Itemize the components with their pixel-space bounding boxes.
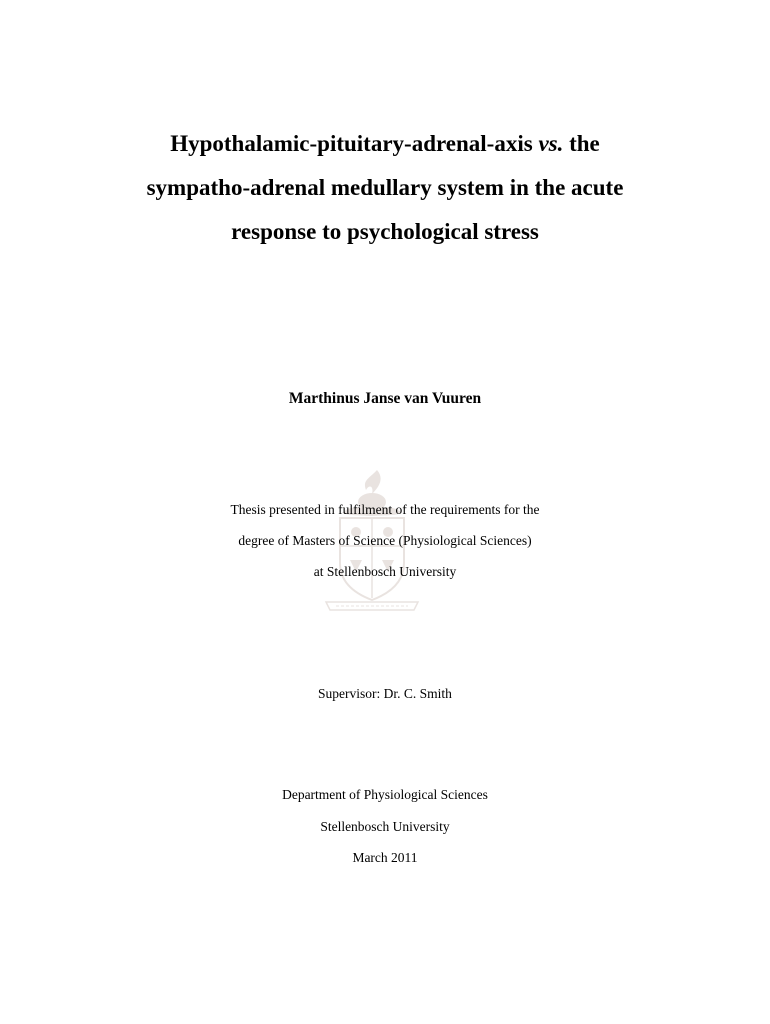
- submission-date: March 2011: [352, 850, 418, 865]
- thesis-line-2: degree of Masters of Science (Physiological Sciences): [238, 533, 532, 548]
- author-name: Marthinus Janse van Vuuren: [288, 390, 482, 407]
- title-line-2: sympatho-adrenal medullary system in the acute: [146, 175, 624, 200]
- title-line-1: Hypothalamic-pituitary-adrenal-axis vs. the: [170, 131, 600, 156]
- thesis-line-3: at Stellenbosch University: [313, 564, 457, 579]
- thesis-title: [0, 122, 770, 254]
- title-line-3: response to psychological stress: [231, 219, 539, 244]
- thesis-statement: [0, 494, 770, 587]
- supervisor: Supervisor: Dr. C. Smith: [318, 686, 452, 701]
- department-block: [0, 779, 770, 874]
- title-italic-vs: vs.: [538, 131, 564, 156]
- thesis-line-1: Thesis presented in fulfilment of the requirements for the: [230, 502, 540, 517]
- department-name: Department of Physiological Sciences: [282, 787, 488, 802]
- university-name: Stellenbosch University: [320, 818, 450, 834]
